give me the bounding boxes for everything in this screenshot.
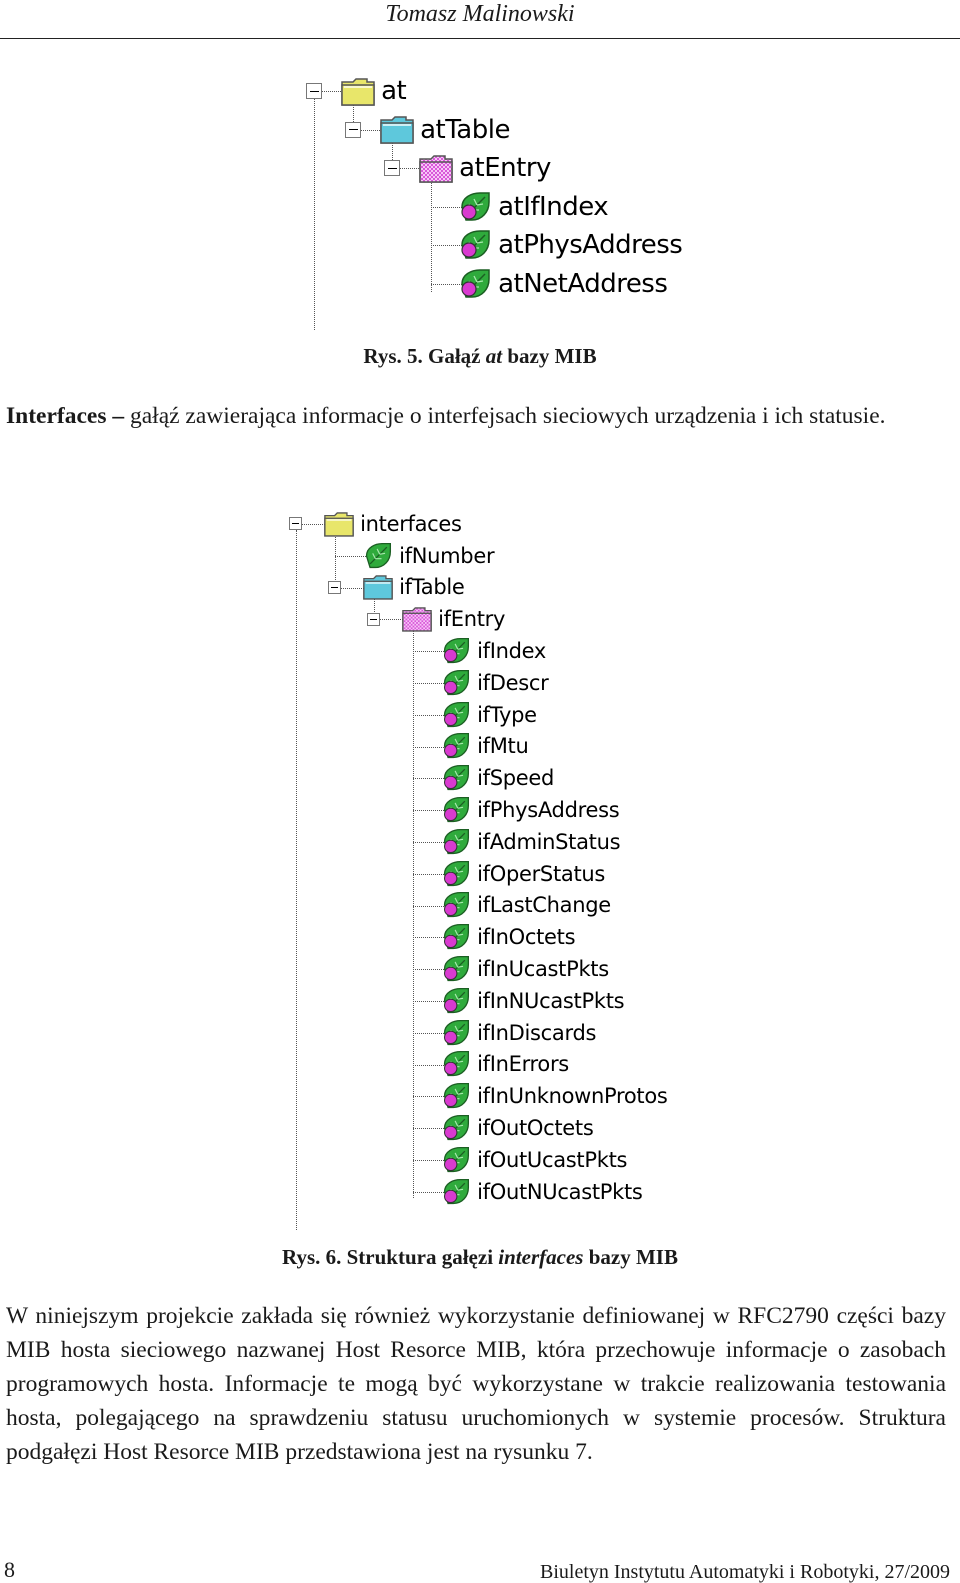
tree-node-label: ifTable (399, 575, 465, 600)
tree-node-ifOutNUcastPkts[interactable] (441, 1176, 642, 1208)
leaf-column-icon (441, 1018, 471, 1048)
page-header (0, 0, 960, 39)
tree-node-ifInUcastPkts[interactable] (441, 953, 609, 985)
tree-guide (413, 626, 414, 1198)
leaf-column-icon (441, 827, 471, 857)
collapse-toggle-icon[interactable] (328, 581, 341, 594)
figure-6-caption-italic: interfaces (498, 1245, 584, 1269)
leaf-column-icon (441, 668, 471, 698)
tree-guide (431, 176, 432, 292)
leaf-column-icon (441, 922, 471, 952)
tree-node-ifNumber[interactable] (363, 540, 494, 572)
figure-6-caption-suffix: bazy MIB (583, 1245, 678, 1269)
figure-6-caption-prefix: Rys. 6. Struktura gałęzi (282, 1245, 499, 1269)
tree-node-ifInDiscards[interactable] (441, 1017, 596, 1049)
tree-node-ifOutOctets[interactable] (441, 1112, 593, 1144)
tree-node-ifPhysAddress[interactable] (441, 794, 619, 826)
journal-citation: Biuletyn Instytutu Automatyki i Robotyki, 27/2009 (539, 1561, 950, 1583)
tree-node-label: ifInErrors (477, 1052, 569, 1077)
interfaces-dash: – (112, 403, 125, 429)
leaf-column-icon (441, 986, 471, 1016)
tree-node-ifDescr[interactable] (441, 667, 548, 699)
tree-node-ifOperStatus[interactable] (441, 858, 605, 890)
tree-node-atEntry[interactable] (419, 149, 551, 188)
tree-node-ifInErrors[interactable] (441, 1049, 569, 1081)
figure-5-caption-italic: at (485, 344, 503, 368)
leaf-column-icon (458, 228, 492, 262)
leaf-column-icon (441, 795, 471, 825)
tree-guide (314, 99, 315, 330)
tree-node-label: ifType (477, 702, 537, 727)
tree-node-label: ifEntry (438, 607, 506, 632)
tree-node-label: ifPhysAddress (477, 798, 620, 823)
figure-5-caption-prefix: Rys. 5. Gałąź (363, 344, 486, 368)
folder-icon (324, 511, 354, 537)
tree-node-label: atEntry (459, 153, 551, 184)
body-paragraph: W niniejszym projekcie zakłada się również wykorzystanie definiowanej w RFC2790 części bazy MIB hosta sieciowego nazwanej Host Resorce MIB, która przechowuje informacje o zasobach programowych hosta. Informacje te mogą być wykorzystane w trakcie realizowania testowania hosta, polegającego na sprawdzeniu statusu uruchomionych w systemie procesów. Struktura podgałęzi Host Resorce MIB przedstawiona jest na rysunku 7. (6, 1303, 946, 1465)
tree-node-label: ifOutNUcastPkts (477, 1179, 643, 1204)
collapse-toggle-icon[interactable] (384, 160, 400, 176)
leaf-column-icon (441, 890, 471, 920)
tree-node-label: atPhysAddress (498, 230, 683, 261)
tree-node-label: at (381, 76, 407, 107)
tree-guide (296, 530, 297, 1230)
leaf-column-icon (441, 1081, 471, 1111)
figure-5-caption-suffix: bazy MIB (502, 344, 597, 368)
tree-node-label: interfaces (360, 511, 462, 536)
collapse-toggle-icon[interactable] (289, 517, 302, 530)
page-footer (0, 1557, 960, 1583)
tree-node-label: ifOutUcastPkts (477, 1147, 628, 1172)
tree-node-ifTable[interactable] (363, 572, 464, 604)
interfaces-text: gałąź zawierająca informacje o interfejsach sieciowych urządzenia i ich statusie. (129, 403, 886, 429)
tree-node-label: ifIndex (477, 639, 547, 664)
leaf-column-icon (441, 636, 471, 666)
tree-node-label: atNetAddress (498, 268, 668, 299)
figure-6-caption (0, 1244, 960, 1270)
tree-node-label: ifMtu (477, 734, 529, 759)
leaf-column-icon (458, 190, 492, 224)
leaf-column-icon (441, 1177, 471, 1207)
figure-5-caption (0, 343, 960, 369)
tree-node-ifMtu[interactable] (441, 731, 528, 763)
tree-node-ifLastChange[interactable] (441, 890, 611, 922)
running-head-author: Tomasz Malinowski (385, 1, 575, 27)
tree-node-ifInOctets[interactable] (441, 921, 575, 953)
tree-node-ifAdminStatus[interactable] (441, 826, 620, 858)
interfaces-description (6, 399, 946, 433)
leaf-column-icon (441, 1049, 471, 1079)
folder-icon (341, 77, 375, 106)
tree-node-label: ifInOctets (477, 925, 576, 950)
leaf-icon (363, 541, 393, 571)
table-folder-icon (363, 574, 393, 600)
tree-node-atTable[interactable] (380, 111, 510, 150)
tree-node-ifType[interactable] (441, 699, 537, 731)
leaf-column-icon (441, 859, 471, 889)
tree-node-label: ifSpeed (477, 766, 555, 791)
leaf-column-icon (441, 763, 471, 793)
tree-node-label: ifInNUcastPkts (477, 988, 625, 1013)
tree-node-ifSpeed[interactable] (441, 762, 554, 794)
tree-node-label: ifOutOctets (477, 1116, 594, 1141)
figure-5-mib-tree (300, 70, 683, 310)
interfaces-term: Interfaces (6, 403, 107, 429)
leaf-column-icon (441, 731, 471, 761)
figure-6-mib-tree (285, 508, 685, 1213)
page-number: 8 (4, 1557, 15, 1582)
collapse-toggle-icon[interactable] (345, 122, 361, 138)
tree-node-label: atTable (420, 114, 510, 145)
tree-node-label: atIfIndex (498, 191, 609, 222)
tree-node-ifEntry[interactable] (402, 603, 505, 635)
entry-folder-icon (419, 154, 453, 183)
tree-node-label: ifOperStatus (477, 861, 606, 886)
tree-node-label: ifNumber (399, 543, 495, 568)
leaf-column-icon (441, 1145, 471, 1175)
tree-node-ifInNUcastPkts[interactable] (441, 985, 624, 1017)
tree-node-label: ifAdminStatus (477, 829, 621, 854)
tree-node-label: ifInUcastPkts (477, 957, 609, 982)
table-folder-icon (380, 115, 414, 144)
collapse-toggle-icon[interactable] (367, 613, 380, 626)
tree-node-label: ifInUnknownProtos (477, 1084, 668, 1109)
leaf-column-icon (441, 954, 471, 984)
leaf-column-icon (458, 267, 492, 301)
tree-node-label: ifInDiscards (477, 1020, 597, 1045)
tree-node-ifInUnknownProtos[interactable] (441, 1080, 667, 1112)
tree-node-label: ifDescr (477, 670, 549, 695)
tree-node-atPhysAddress[interactable] (458, 226, 682, 265)
tree-node-at[interactable] (341, 72, 406, 111)
leaf-column-icon (441, 1113, 471, 1143)
leaf-column-icon (441, 700, 471, 730)
tree-node-ifIndex[interactable] (441, 635, 546, 667)
tree-node-atNetAddress[interactable] (458, 265, 667, 304)
collapse-toggle-icon[interactable] (306, 83, 322, 99)
tree-node-ifOutUcastPkts[interactable] (441, 1144, 627, 1176)
tree-node-label: ifLastChange (477, 893, 611, 918)
tree-node-atIfIndex[interactable] (458, 188, 608, 227)
entry-folder-icon (402, 606, 432, 632)
tree-node-interfaces[interactable] (324, 508, 462, 540)
